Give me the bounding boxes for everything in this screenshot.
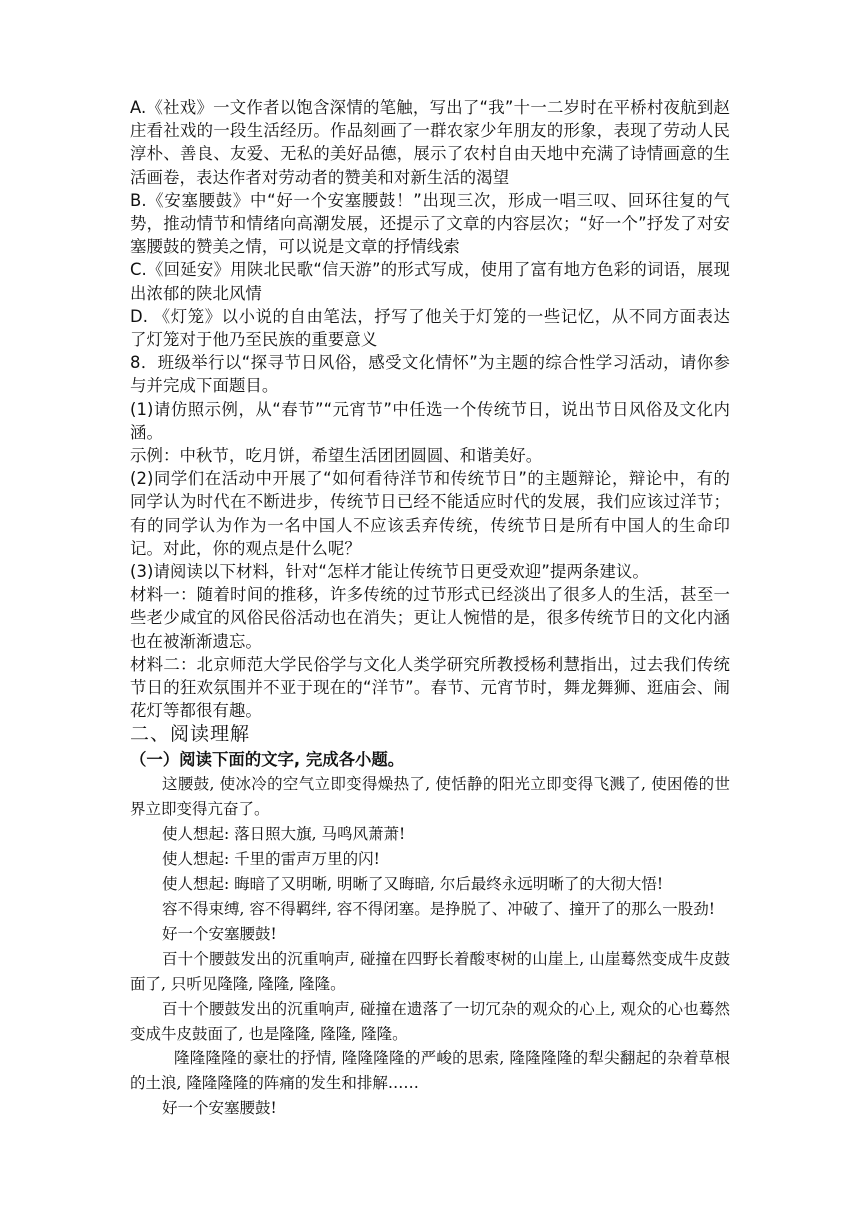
passage-paragraph: 使人想起: 落日照大旗, 马鸣风萧萧! — [162, 825, 406, 844]
subsection-title: （一）阅读下面的文字, 完成各小题。 — [130, 750, 405, 770]
passage-paragraph: 百十个腰鼓发出的沉重响声, 碰撞在四野长着酸枣树的山崖上, 山崖蓦然变成牛皮鼓面了, 只听见隆隆, 隆隆, 隆隆。 — [130, 949, 730, 993]
passage-paragraph: 容不得束缚, 容不得羁绊, 容不得闭塞。是挣脱了、冲破了、撞开了的那么一股劲! — [162, 900, 715, 919]
passage-paragraph: 这腰鼓, 使冰冷的空气立即变得燥热了, 使恬静的阳光立即变得飞溅了, 使困倦的世界立即变得亢奋了。 — [130, 775, 730, 819]
passage-paragraph: 百十个腰鼓发出的沉重响声, 碰撞在遗落了一切冗杂的观众的心上, 观众的心也蓦然变成牛皮鼓面了, 也是隆隆, 隆隆, 隆隆。 — [130, 999, 730, 1043]
passage-paragraph: 使人想起: 千里的雷声万里的闪! — [162, 850, 380, 869]
question-8-stem: 8．班级举行以“探寻节日风俗，感受文化情怀”为主题的综合性学习活动，请你参与并完成下面题目。 — [130, 353, 730, 396]
document-content — [130, 96, 730, 1121]
question-8-part-1: (1)请仿照示例，从“春节”“元宵节”中任选一个传统节日，说出节日风俗及文化内涵。 — [130, 399, 730, 442]
material-2: 材料二：北京师范大学民俗学与文化人类学研究所教授杨利慧指出，过去我们传统节日的狂欢氛围并不亚于现在的“洋节”。春节、元宵节时，舞龙舞狮、逛庙会、闹花灯等都很有趣。 — [130, 654, 730, 721]
passage-paragraph: 隆隆隆隆的豪壮的抒情, 隆隆隆隆的严峻的思索, 隆隆隆隆的犁尖翻起的杂着草根的土浪, 隆隆隆隆的阵痛的发生和排解…… — [130, 1049, 730, 1093]
question-8-example: 示例：中秋节，吃月饼，希望生活团团圆圆、和谐美好。 — [130, 446, 543, 466]
question-8-part-3: (3)请阅读以下材料，针对“怎样才能让传统节日更受欢迎”提两条建议。 — [130, 562, 649, 582]
option-a: A.《社戏》一文作者以饱含深情的笔触，写出了“我”十一二岁时在平桥村夜航到赵庄看社戏的一段生活经历。作品刻画了一群农家少年朋友的形象，表现了劳动人民淳朴、善良、友爱、无私的美好品德，展示了农村自由天地中充满了诗情画意的生活画卷，表达作者对劳动者的赞美和对新生活的渴望 — [130, 98, 730, 187]
question-8-part-2: (2)同学们在活动中开展了“如何看待洋节和传统节日”的主题辩论，辩论中，有的同学认为时代在不断进步，传统节日已经不能适应时代的发展，我们应该过洋节；有的同学认为作为一名中国人不应该丢弃传统，传统节日是所有中国人的生命印记。对此，你的观点是什么呢？ — [130, 469, 730, 558]
option-d: D. 《灯笼》以小说的自由笔法，抒写了他关于灯笼的一些记忆，从不同方面表达了灯笼对于他乃至民族的重要意义 — [130, 306, 730, 350]
material-1: 材料一：随着时间的推移，许多传统的过节形式已经淡出了很多人的生活，甚至一些老少咸宜的风俗民俗活动也在消失；更让人惋惜的是，很多传统节日的文化内涵也在被渐渐遗忘。 — [130, 585, 730, 651]
passage-paragraph: 好一个安塞腰鼓! — [162, 924, 277, 943]
option-c: C.《回延安》用陕北民歌“信天游”的形式写成，使用了富有地方色彩的词语，展现出浓郁的陕北风情 — [130, 260, 730, 303]
passage-paragraph: 好一个安塞腰鼓! — [162, 1099, 277, 1118]
passage-paragraph: 使人想起: 晦暗了又明晰, 明晰了又晦暗, 尔后最终永远明晰了的大彻大悟! — [162, 875, 664, 894]
section-title: 二、阅读理解 — [130, 723, 251, 746]
option-b: B.《安塞腰鼓》中“好一个安塞腰鼓！”出现三次，形成一唱三叹、回环往复的气势，推动情节和情绪向高潮发展，还提示了文章的内容层次；“好一个”抒发了对安塞腰鼓的赞美之情，可以说是文章的抒情线索 — [130, 190, 730, 257]
